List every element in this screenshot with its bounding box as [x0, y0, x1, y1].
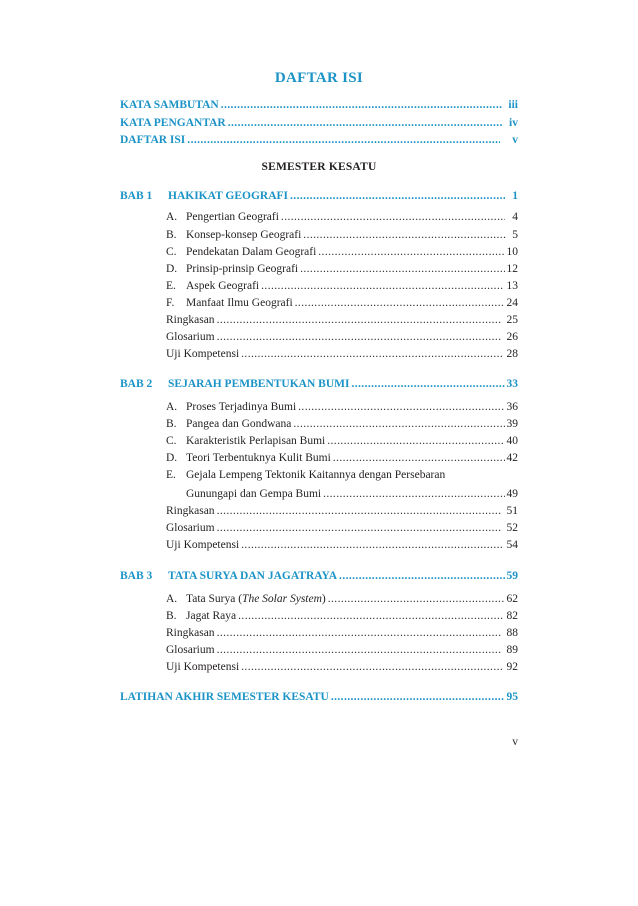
entry-page: 62 [506, 593, 518, 605]
chapter-title: SEJARAH PEMBENTUKAN BUMI [168, 378, 350, 390]
entry-page: 13 [506, 280, 518, 292]
leader-dots [293, 415, 504, 433]
entry-page: 24 [506, 297, 518, 309]
leader-dots [187, 131, 500, 149]
subentry-text: Pendekatan Dalam Geografi [186, 246, 317, 258]
subentry-letter: C. [166, 246, 177, 258]
subentry-letter: B. [166, 418, 177, 430]
toc-subentry[interactable] [166, 432, 518, 450]
page-number: v [512, 736, 518, 748]
leader-dots [328, 590, 505, 608]
subentry-letter: E. [166, 469, 176, 481]
subentry-text: Uji Kompetensi [166, 348, 240, 360]
toc-subentry[interactable] [166, 311, 518, 329]
leader-dots [217, 519, 502, 537]
chapter-number: BAB 2 [120, 378, 153, 390]
toc-subentry-multiline[interactable] [166, 466, 518, 484]
leader-dots [339, 567, 504, 585]
toc-subentry[interactable] [166, 624, 518, 642]
leader-dots [351, 375, 504, 393]
subentry-letter: B. [166, 610, 177, 622]
subentry-letter: D. [166, 452, 178, 464]
chapter-number: BAB 3 [120, 570, 153, 582]
subentry-text: Uji Kompetensi [166, 539, 240, 551]
subentry-text-after: ) [321, 593, 326, 605]
entry-page: 5 [512, 229, 518, 241]
entry-page: 49 [506, 488, 518, 500]
entry-page: 33 [506, 378, 518, 390]
entry-page: v [512, 134, 518, 146]
toc-subentry[interactable] [166, 502, 518, 520]
subentry-text: Glosarium [166, 644, 215, 656]
leader-dots [228, 114, 503, 132]
semester-heading: SEMESTER KESATU [261, 161, 377, 173]
entry-page: 59 [506, 570, 518, 582]
subentry-text: Konsep-konsep Geografi [186, 229, 302, 241]
toc-subentry[interactable] [166, 398, 518, 416]
leader-dots [303, 226, 506, 244]
leader-dots [217, 328, 502, 346]
toc-subentry[interactable] [166, 536, 518, 554]
toc-subentry[interactable] [166, 590, 518, 608]
leader-dots [217, 624, 502, 642]
subentry-text: Glosarium [166, 522, 215, 534]
chapter-title: HAKIKAT GEOGRAFI [168, 190, 289, 202]
toc-entry-front[interactable] [120, 131, 518, 149]
entry-page: 1 [512, 190, 518, 202]
subentry-text: Pangea dan Gondwana [186, 418, 292, 430]
leader-dots [290, 187, 505, 205]
toc-subentry[interactable] [166, 415, 518, 433]
leader-dots [217, 502, 502, 520]
entry-page: 54 [506, 539, 518, 551]
toc-subentry[interactable] [166, 294, 518, 312]
subentry-text: Uji Kompetensi [166, 661, 240, 673]
subentry-letter: A. [166, 211, 178, 223]
subentry-letter: F. [166, 297, 175, 309]
subentry-text: Gejala Lempeng Tektonik Kaitannya dengan Persebaran [186, 469, 446, 481]
subentry-letter: A. [166, 593, 178, 605]
entry-page: iv [509, 117, 518, 129]
subentry-letter: D. [166, 263, 178, 275]
entry-page: 10 [506, 246, 518, 258]
entry-page: 28 [506, 348, 518, 360]
subentry-letter: E. [166, 280, 176, 292]
subentry-text: Pengertian Geografi [186, 211, 279, 223]
leader-dots [241, 536, 503, 554]
leader-dots [217, 641, 502, 659]
chapter-title: TATA SURYA DAN JAGATRAYA [168, 570, 338, 582]
subentry-letter: C. [166, 435, 177, 447]
entry-page: 40 [506, 435, 518, 447]
leader-dots [238, 607, 503, 625]
subentry-text: Tata Surya ( [186, 593, 243, 605]
toc-subentry-continuation[interactable] [186, 485, 518, 503]
chapter-entry[interactable] [120, 567, 518, 585]
entry-page: 92 [506, 661, 518, 673]
entry-label: KATA PENGANTAR [120, 117, 226, 129]
entry-page: 4 [512, 211, 518, 223]
toc-subentry[interactable] [166, 345, 518, 363]
leader-dots [221, 96, 502, 114]
subentry-text: Gunungapi dan Gempa Bumi [186, 488, 322, 500]
toc-subentry[interactable] [166, 658, 518, 676]
subentry-letter: B. [166, 229, 177, 241]
subentry-text: Karakteristik Perlapisan Bumi [186, 435, 326, 447]
entry-page: 52 [506, 522, 518, 534]
leader-dots [241, 658, 503, 676]
chapter-entry[interactable] [120, 375, 518, 393]
entry-page: 26 [506, 331, 518, 343]
entry-page: 39 [506, 418, 518, 430]
leader-dots [331, 688, 505, 706]
subentry-text: Ringkasan [166, 627, 215, 639]
toc-subentry[interactable] [166, 519, 518, 537]
leader-dots [300, 260, 504, 278]
entry-page: 95 [506, 691, 518, 703]
toc-subentry[interactable] [166, 260, 518, 278]
subentry-italic: The Solar System [242, 593, 322, 605]
leader-dots [327, 432, 504, 450]
toc-subentry[interactable] [166, 607, 518, 625]
subentry-text: Glosarium [166, 331, 215, 343]
leader-dots [217, 311, 502, 329]
toc-subentry[interactable] [166, 208, 518, 226]
leader-dots [241, 345, 503, 363]
entry-page: 82 [506, 610, 518, 622]
subentry-text: Prinsip-prinsip Geografi [186, 263, 299, 275]
toc-subentry[interactable] [166, 226, 518, 244]
page-title: DAFTAR ISI [274, 70, 364, 86]
entry-label: KATA SAMBUTAN [120, 99, 219, 111]
leader-dots [295, 294, 505, 312]
entry-page: 88 [506, 627, 518, 639]
toc-subentry[interactable] [166, 243, 518, 261]
subentry-text: Teori Terbentuknya Kulit Bumi [186, 452, 331, 464]
toc-entry-front[interactable] [120, 96, 518, 114]
entry-page: 89 [506, 644, 518, 656]
toc-subentry[interactable] [166, 277, 518, 295]
leader-dots [333, 449, 505, 467]
subentry-text: Aspek Geografi [186, 280, 260, 292]
entry-page: 42 [506, 452, 518, 464]
toc-subentry[interactable] [166, 641, 518, 659]
leader-dots [261, 277, 504, 295]
entry-label: DAFTAR ISI [120, 134, 186, 146]
entry-label: LATIHAN AKHIR SEMESTER KESATU [120, 691, 329, 703]
subentry-letter: A. [166, 401, 178, 413]
entry-page: 25 [506, 314, 518, 326]
toc-subentry[interactable] [166, 449, 518, 467]
leader-dots [281, 208, 505, 226]
toc-subentry[interactable] [166, 328, 518, 346]
leader-dots [318, 243, 504, 261]
chapter-entry[interactable] [120, 187, 518, 205]
subentry-text: Ringkasan [166, 505, 215, 517]
leader-dots [298, 398, 504, 416]
leader-dots [323, 485, 504, 503]
toc-entry-final[interactable] [120, 688, 518, 706]
chapter-number: BAB 1 [120, 190, 153, 202]
entry-page: iii [508, 99, 518, 111]
subentry-text: Ringkasan [166, 314, 215, 326]
entry-page: 51 [506, 505, 518, 517]
entry-page: 12 [506, 263, 518, 275]
subentry-text: Proses Terjadinya Bumi [186, 401, 297, 413]
toc-entry-front[interactable] [120, 114, 518, 132]
subentry-text: Jagat Raya [186, 610, 237, 622]
entry-page: 36 [506, 401, 518, 413]
subentry-text: Manfaat Ilmu Geografi [186, 297, 293, 309]
